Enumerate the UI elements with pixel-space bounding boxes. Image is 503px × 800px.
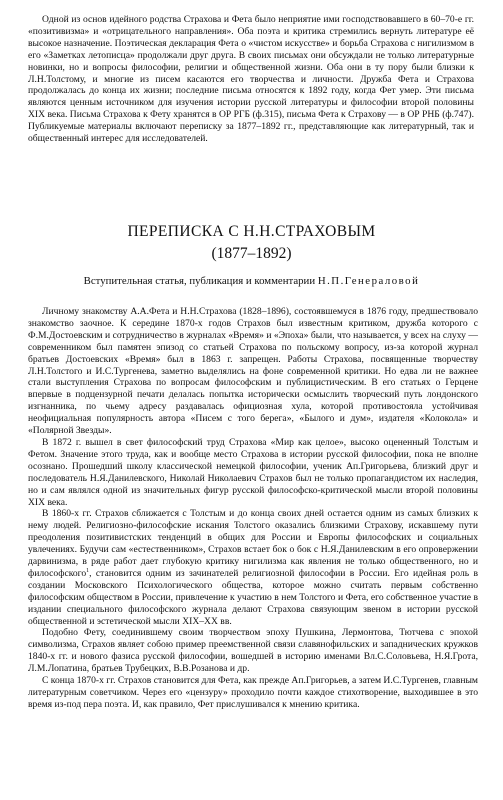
body-paragraph-3 xyxy=(28,508,478,627)
subtitle-author: Н.П.Генераловой xyxy=(317,275,420,287)
intro-block xyxy=(28,14,474,145)
footnote-marker[interactable]: 1 xyxy=(86,567,90,574)
body-paragraph-3-text: В 1860-х гг. Страхов сближается с Толстым и до конца своих дней остается одним из самых близких к нему людей. Религиозно-философские искания Толстого оказались близкими Страхову, искавшему пути преодоления позитивистских тенденций в общих для России и Европы философских и социальных увлечениях. Будучи сам «естественником», Страхов встает бок о бок с Н.Я.Данилевским в его опровержении дарвинизма, в ряде работ дает глубокую критику нигилизма как явления не только общественного, но и философского xyxy=(28,508,478,579)
article-subtitle xyxy=(0,275,503,287)
body-paragraph-2: В 1872 г. вышел в свет философский труд Страхова «Мир как целое», высоко оцененный Толстым и Фетом. Значение этого труда, как и вообще место Страхова в истории русской философии, пока не вполне осознано. Прошедший школу классической немецкой философии, ученик Ап.Григорьева, близкий друг и последователь Н.Я.Данилевского, Николай Николаевич Страхов был не только пропагандистом их наследия, но и сам являлся одной из значительных фигур русской философско-критической мысли второй половины XIX века. xyxy=(28,436,478,508)
body-paragraph-3-rest: , становится одним из зачинателей религиозной философии в России. Его идейная роль в создании Московского Психологического общества, которое можно считать первым собственно философским обществом в России, привлечение к участию в нем Толстого и Фета, его собственное участие в издании специального философского журнала делают Страхова связующим звеном в истории русской общественной и эстетической мысли XIX–XX вв. xyxy=(28,567,478,627)
article-title: ПЕРЕПИСКА С Н.Н.СТРАХОВЫМ xyxy=(127,223,376,240)
article-dates: (1877–1892) xyxy=(211,245,292,262)
body-paragraph-1: Личному знакомству А.А.Фета и Н.Н.Страхова (1828–1896), состоявшемуся в 1876 году, предшествовало знакомство заочное. К середине 1870-х годов Страхов был известным критиком, дружба которого с Ф.М.Достоевским и сотрудничество в журналах «Время» и «Эпоха» были, что называется, у всех на слуху — современником был памятен эпизод со статьей Страхова по польскому вопросу, из-за которой журнал братьев Достоевских «Время» был в 1863 г. запрещен. Работы Страхова, посвященные творчеству Л.Н.Толстого и И.С.Тургенева, заметно выделялись на фоне современной критики. Но едва ли не важнее стали выступления Страхова по вопросам философским и публицистическим. В его статьях о Герцене впервые в подцензурной печати делалась попытка исторически осмыслить творческий путь лондонского изгнанника, по чьему адресу раздавалась официозная хула, которой противостояла устойчивая неофициальная популярность автора «Писем с того берега», «Былого и дум», издателя «Колокола» и «Полярной Звезды». xyxy=(28,306,478,437)
body-paragraph-4: Подобно Фету, соединившему своим творчеством эпоху Пушкина, Лермонтова, Тютчева с эпохой символизма, Страхов являет собою пример преемственной связи славянофильских и западнических кружков 1840-х гг. и нового фазиса русской философии, вошедшей в историю именами Вл.С.Соловьева, Н.Я.Грота, Л.М.Лопатина, братьев Трубецких, В.В.Розанова и др. xyxy=(28,627,478,675)
body-paragraph-5: С конца 1870-х гг. Страхов становится для Фета, как прежде Ап.Григорьев, а затем И.С.Тургенев, главным литературным советчиком. Через его «цензуру» проходило почти каждое стихотворение, выходившее в это время из-под пера поэта. И, как правило, Фет прислушивался к мнению критика. xyxy=(28,675,478,710)
article-body xyxy=(28,306,478,711)
intro-paragraph: Одной из основ идейного родства Страхова и Фета было неприятие ими господствовавшего в 60–70-е гг. «позитивизма» и «отрицательного направления». Оба поэта и критика стремились вернуть литературе её высокое назначение. Поэтическая декларация Фета о «чистом искусстве» и борьба Страхова с нигилизмом в его «Заметках летописца» продолжали друг друга. В своих письмах они обсуждали не только литературные новинки, но и вопросы философии, религии и общественной жизни. Оба они в ту пору были близки к Л.Н.Толстому, и многие из писем касаются его творчества и личности. Дружба Фета и Страхова продолжалась до конца их жизни; последние письма относятся к 1892 году, когда Фет умер. Эти письма являются ценным источником для изучения истории русской литературы и философии второй половины XIX века. Письма Страхова к Фету хранятся в ОР РГБ (ф.315), письма Фета к Страхову — в ОР РНБ (ф.747). Публикуемые материалы включают переписку за 1877–1892 гг., представляющие как литературный, так и общественный интерес для исследователей. xyxy=(28,14,474,145)
subtitle-text: Вступительная статья, публикация и комментарии xyxy=(83,275,318,287)
